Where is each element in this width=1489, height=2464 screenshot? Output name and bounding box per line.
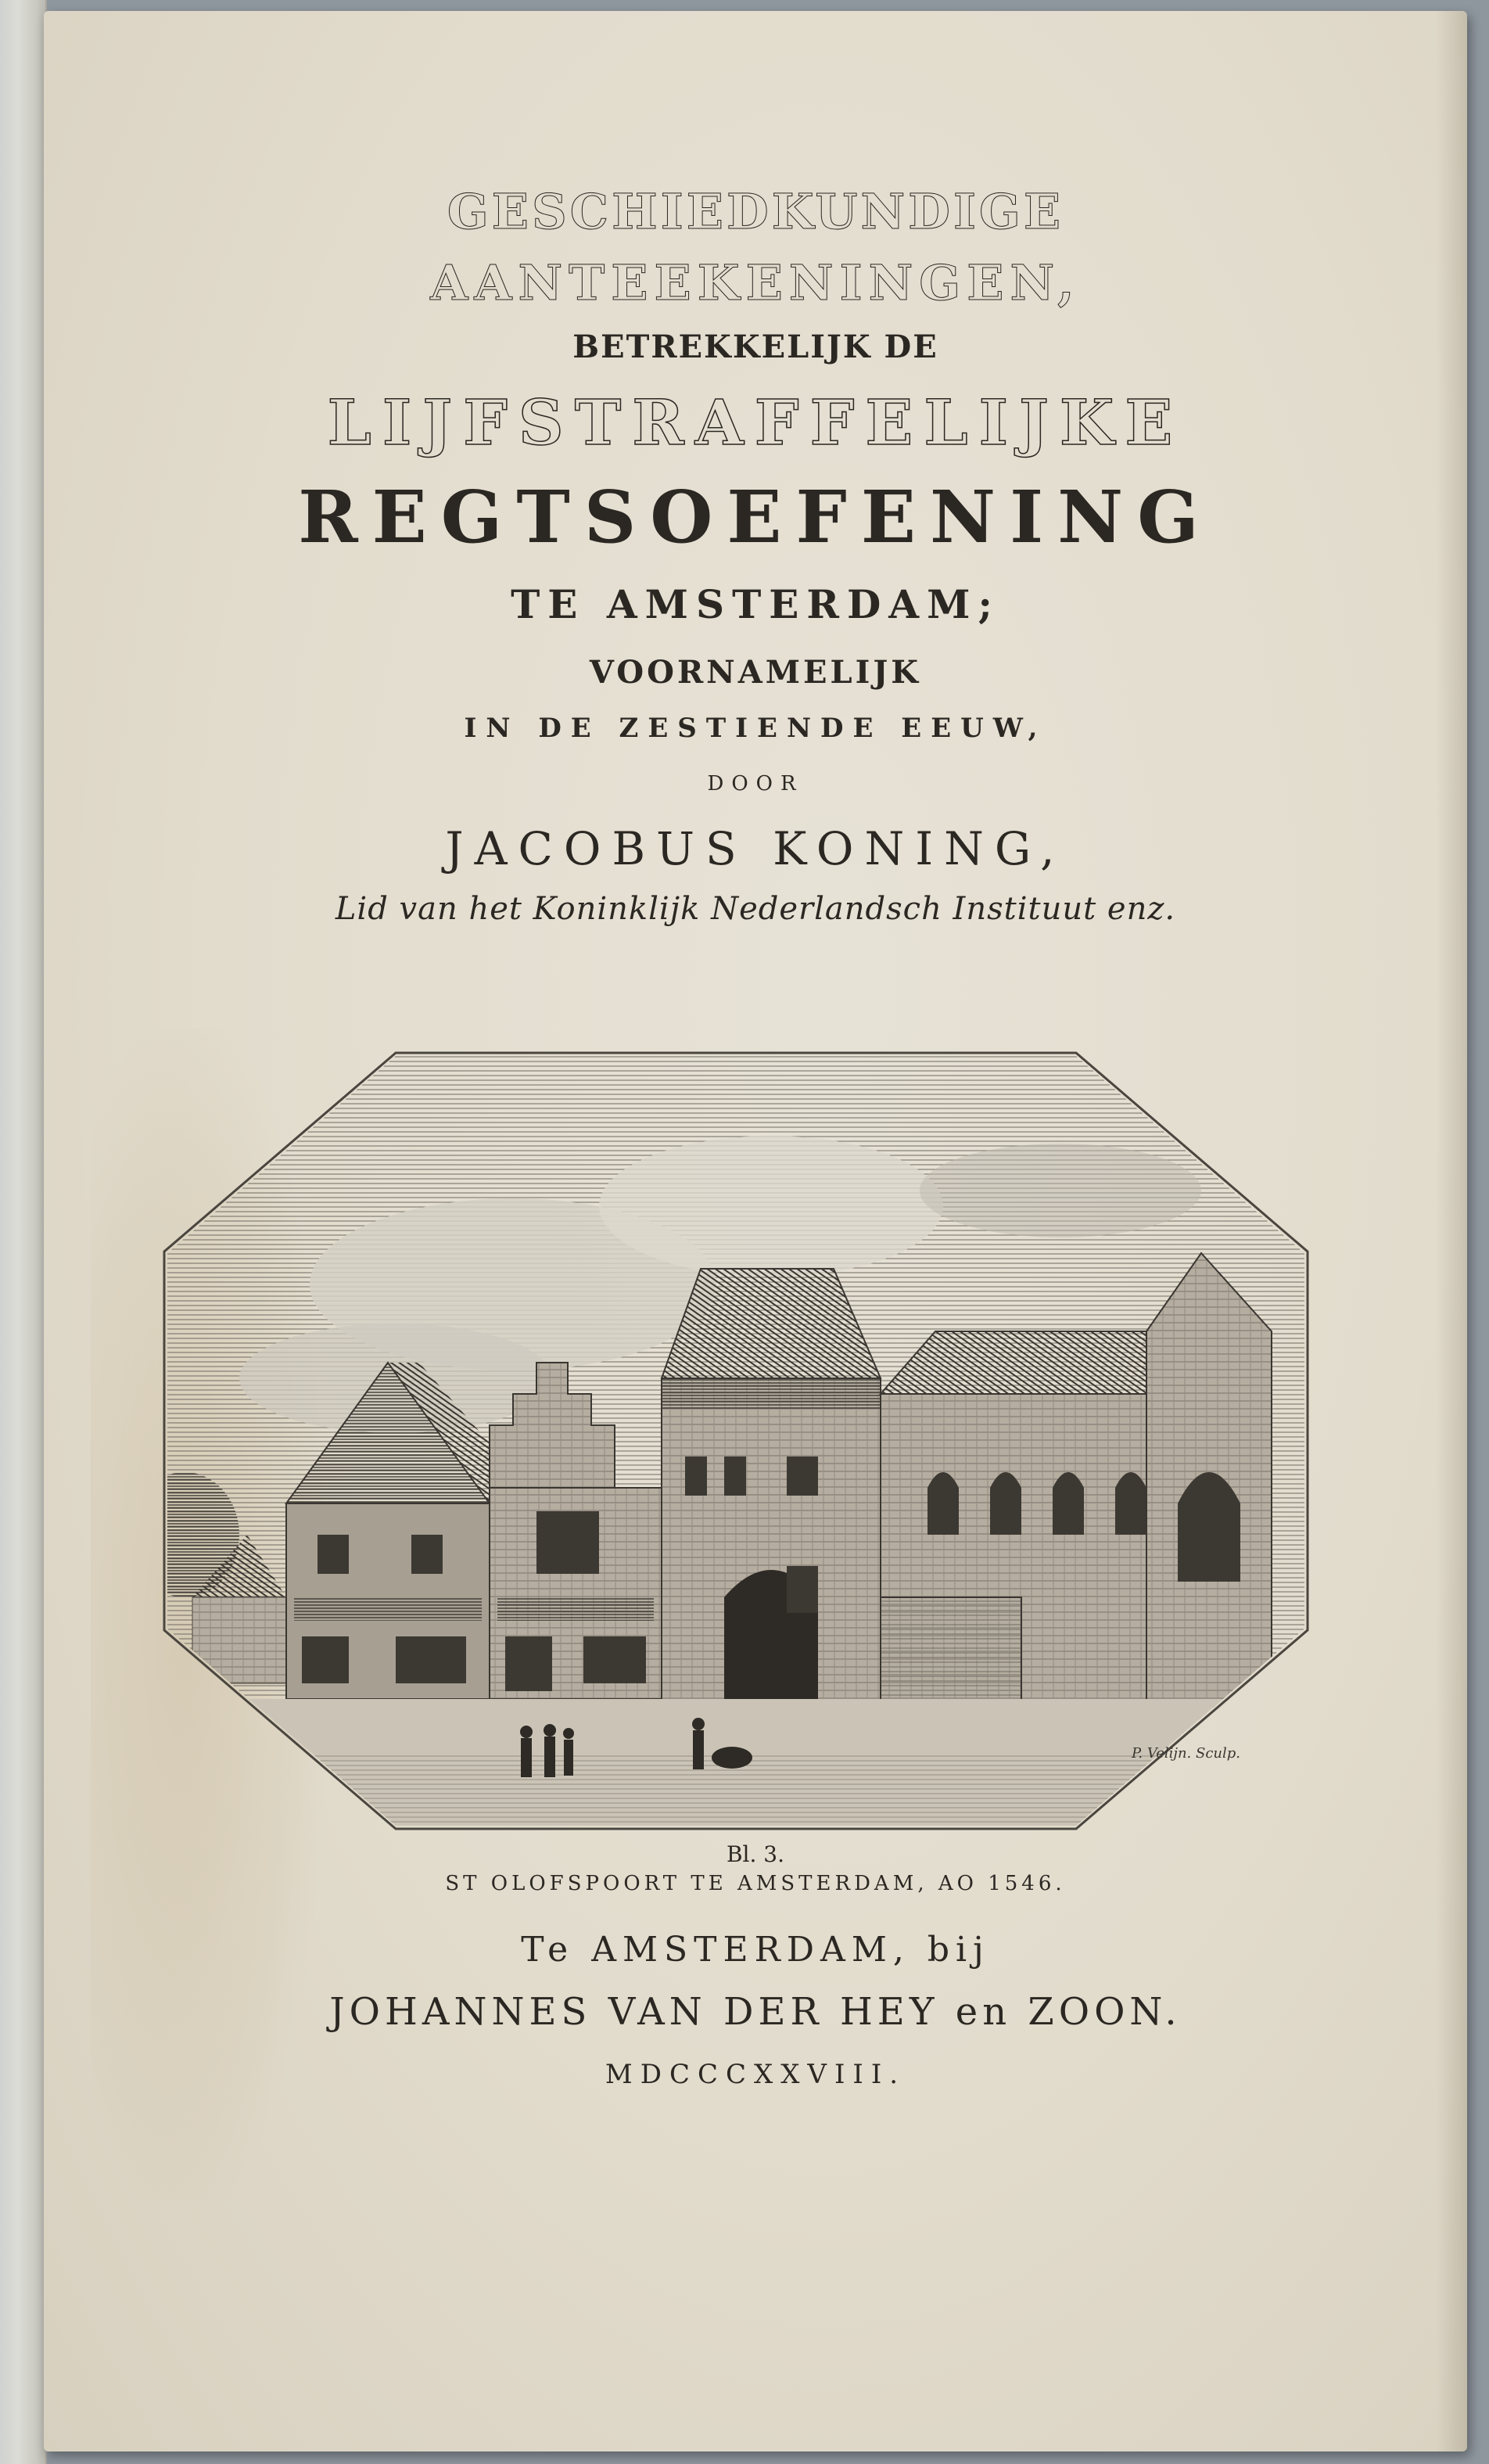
author-note: Lid van het Koninklijk Nederlandsch Instituut enz. [335, 891, 1176, 927]
imprint-place: Te AMSTERDAM, bij [521, 1930, 990, 1970]
engraving-svg [161, 1050, 1311, 1832]
title-block [44, 183, 1467, 927]
plate-caption: ST OLOFSPOORT TE AMSTERDAM, AO 1546. [445, 1872, 1066, 1895]
title-line-6: TE AMSTERDAM; [511, 581, 1000, 627]
title-line-5: REGTSOEFENING [298, 475, 1213, 559]
author-name: JACOBUS KONING, [445, 822, 1066, 875]
imprint-year: MDCCCXXVIII. [605, 2059, 906, 2090]
title-line-3: BETREKKELIJK DE [572, 329, 938, 365]
cloud [920, 1144, 1201, 1237]
title-line-4: LIJFSTRAFFELIJKE [327, 386, 1184, 459]
title-line-9: DOOR [707, 772, 804, 796]
title-line-8: IN DE ZESTIENDE EEUW, [464, 713, 1047, 744]
caption-block [44, 1841, 1467, 2090]
title-line-7: VOORNAMELIJK [589, 654, 922, 691]
title-page [44, 11, 1467, 2451]
imprint-publisher: JOHANNES VAN DER HEY en ZOON. [329, 1990, 1182, 2034]
book-binding-edge [0, 0, 47, 2464]
engraving-illustration [161, 1050, 1311, 1832]
title-line-1: GESCHIEDKUNDIGE [447, 183, 1064, 240]
cloud [599, 1136, 943, 1277]
plate-number: Bl. 3. [726, 1841, 785, 1867]
title-line-2: AANTEEKENINGEN, [430, 254, 1081, 311]
engraver-signature: P. Velijn. Sculp. [1131, 1745, 1240, 1762]
